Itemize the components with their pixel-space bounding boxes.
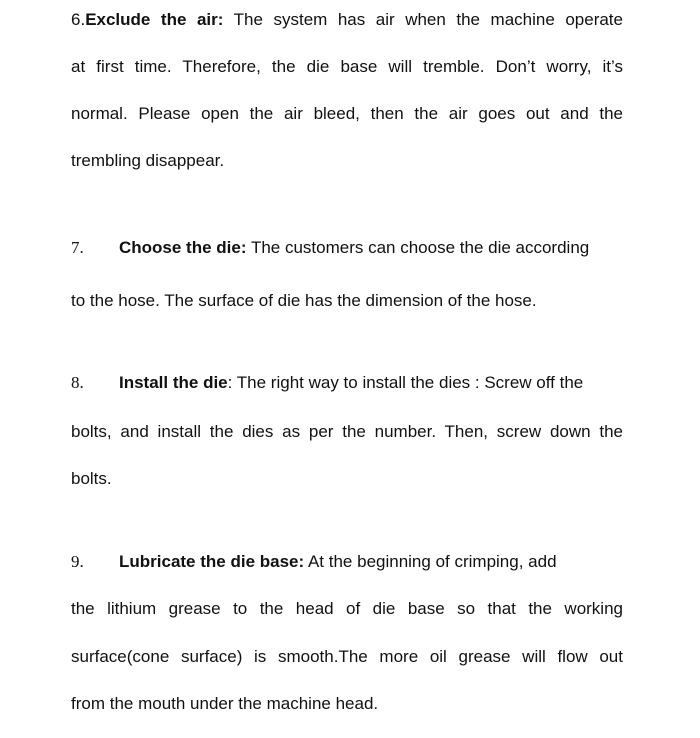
section-9-line-3: surface(cone surface) is smooth.The more oil grease will flow out bbox=[71, 647, 623, 666]
section-7-number: 7. bbox=[71, 238, 84, 257]
section-7-line-2: to the hose. The surface of die has the dimension of the hose. bbox=[71, 291, 537, 310]
section-9-line-1 bbox=[71, 550, 623, 574]
section-7-text: The customers can choose the die according bbox=[250, 238, 590, 257]
section-9-heading: Lubricate the die base: bbox=[119, 552, 305, 571]
section-6-number: 6. bbox=[71, 10, 86, 29]
section-6-line-4: trembling disappear. bbox=[71, 151, 225, 170]
section-9-line-2: the lithium grease to the head of die base so that the working bbox=[71, 599, 623, 618]
section-7-heading: Choose the die: bbox=[119, 238, 247, 257]
section-8-line-1 bbox=[71, 371, 623, 395]
section-6-line-3: normal. Please open the air bleed, then the air goes out and the bbox=[71, 104, 623, 123]
section-8-heading: Install the die bbox=[119, 373, 228, 392]
section-8-line-2: bolts, and install the dies as per the number. Then, screw down the bbox=[71, 422, 623, 441]
section-8-line-3: bolts. bbox=[71, 469, 112, 488]
section-6-line-1 bbox=[71, 8, 623, 32]
section-6-text: The system has air when the machine operate bbox=[233, 10, 623, 29]
section-6-line-2: at first time. Therefore, the die base will tremble. Don’t worry, it’s bbox=[71, 57, 623, 76]
section-6-heading: Exclude the air: bbox=[85, 10, 224, 29]
section-9-number: 9. bbox=[71, 552, 84, 571]
section-8-text: : The right way to install the dies : Screw off the bbox=[227, 373, 584, 392]
section-7-line-1 bbox=[71, 236, 623, 260]
section-8-number: 8. bbox=[71, 373, 84, 392]
section-9-text: At the beginning of crimping, add bbox=[307, 552, 557, 571]
section-9-line-4: from the mouth under the machine head. bbox=[71, 694, 379, 713]
